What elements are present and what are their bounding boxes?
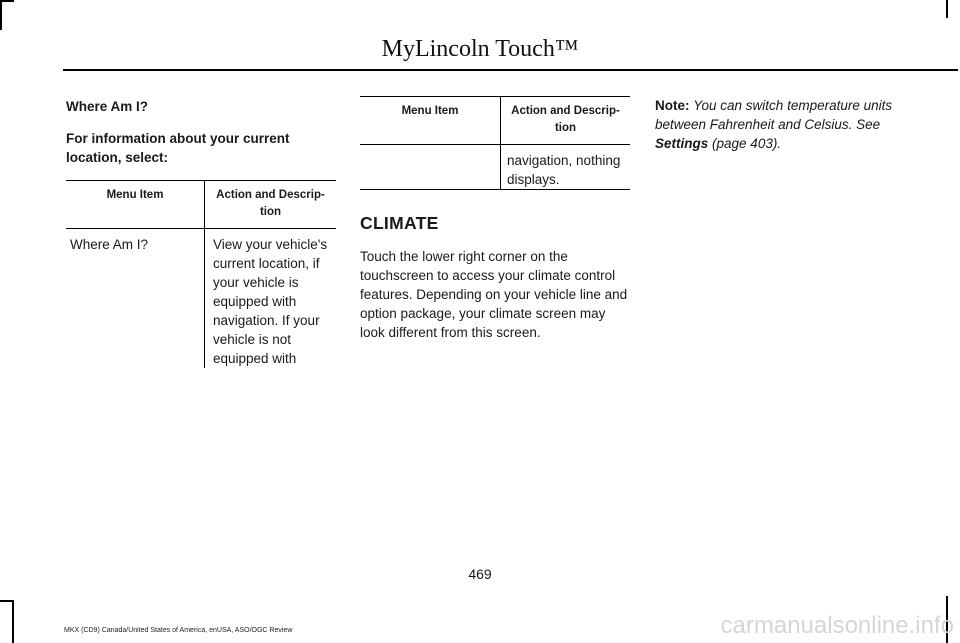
note-label: Note: <box>655 98 690 113</box>
note-text: You can switch temperature units between Fahrenheit and Celsius. See <box>655 98 893 132</box>
crop-mark <box>0 600 14 602</box>
climate-paragraph: Touch the lower right corner on the touchscreen to access your climate control features. Depending on your vehicle line and option package, your climate screen may look different from this screen. <box>360 249 628 340</box>
intro-text: For information about your current location, select: <box>66 131 290 165</box>
footer-text: MKX (CD9) Canada/United States of America, enUSA, ASO/OGC Review <box>64 627 293 634</box>
menu-table-continued <box>360 96 630 190</box>
crop-mark <box>946 0 948 18</box>
watermark: carmanualsonline.info <box>720 612 954 639</box>
middle-column <box>360 96 630 342</box>
note-page-ref: (page 403). <box>712 136 782 151</box>
menu-item-cell <box>360 145 501 190</box>
section-title-climate: CLIMATE <box>360 213 439 233</box>
subsection-heading: Where Am I? <box>66 99 149 114</box>
menu-item-cell: Where Am I? <box>70 237 149 252</box>
table-header-menu-item: Menu Item <box>401 105 459 117</box>
left-column <box>66 97 336 368</box>
crop-mark <box>0 0 2 30</box>
table-header-action: Action and Descrip- tion <box>205 181 337 229</box>
crop-mark <box>0 0 14 2</box>
header-rule <box>63 69 958 71</box>
action-cell: navigation, nothing displays. <box>501 145 631 190</box>
table-header-row <box>360 97 630 145</box>
note-block <box>655 96 915 153</box>
table-header-row <box>66 181 336 229</box>
menu-table-where-am-i <box>66 180 336 368</box>
right-column <box>655 96 915 153</box>
settings-link[interactable]: Settings <box>655 136 709 151</box>
crop-mark <box>12 600 14 643</box>
table-header-action: Action and Descrip- tion <box>501 97 631 145</box>
action-cell: View your vehicle's current location, if your vehicle is equipped with navigation. If your vehicle is not equipped with <box>205 229 337 369</box>
page-header-title: MyLincoln Touch™ <box>381 36 579 62</box>
table-row <box>66 229 336 369</box>
table-header-menu-item: Menu Item <box>106 189 164 201</box>
table-row <box>360 145 630 190</box>
page-number: 469 <box>468 566 492 582</box>
